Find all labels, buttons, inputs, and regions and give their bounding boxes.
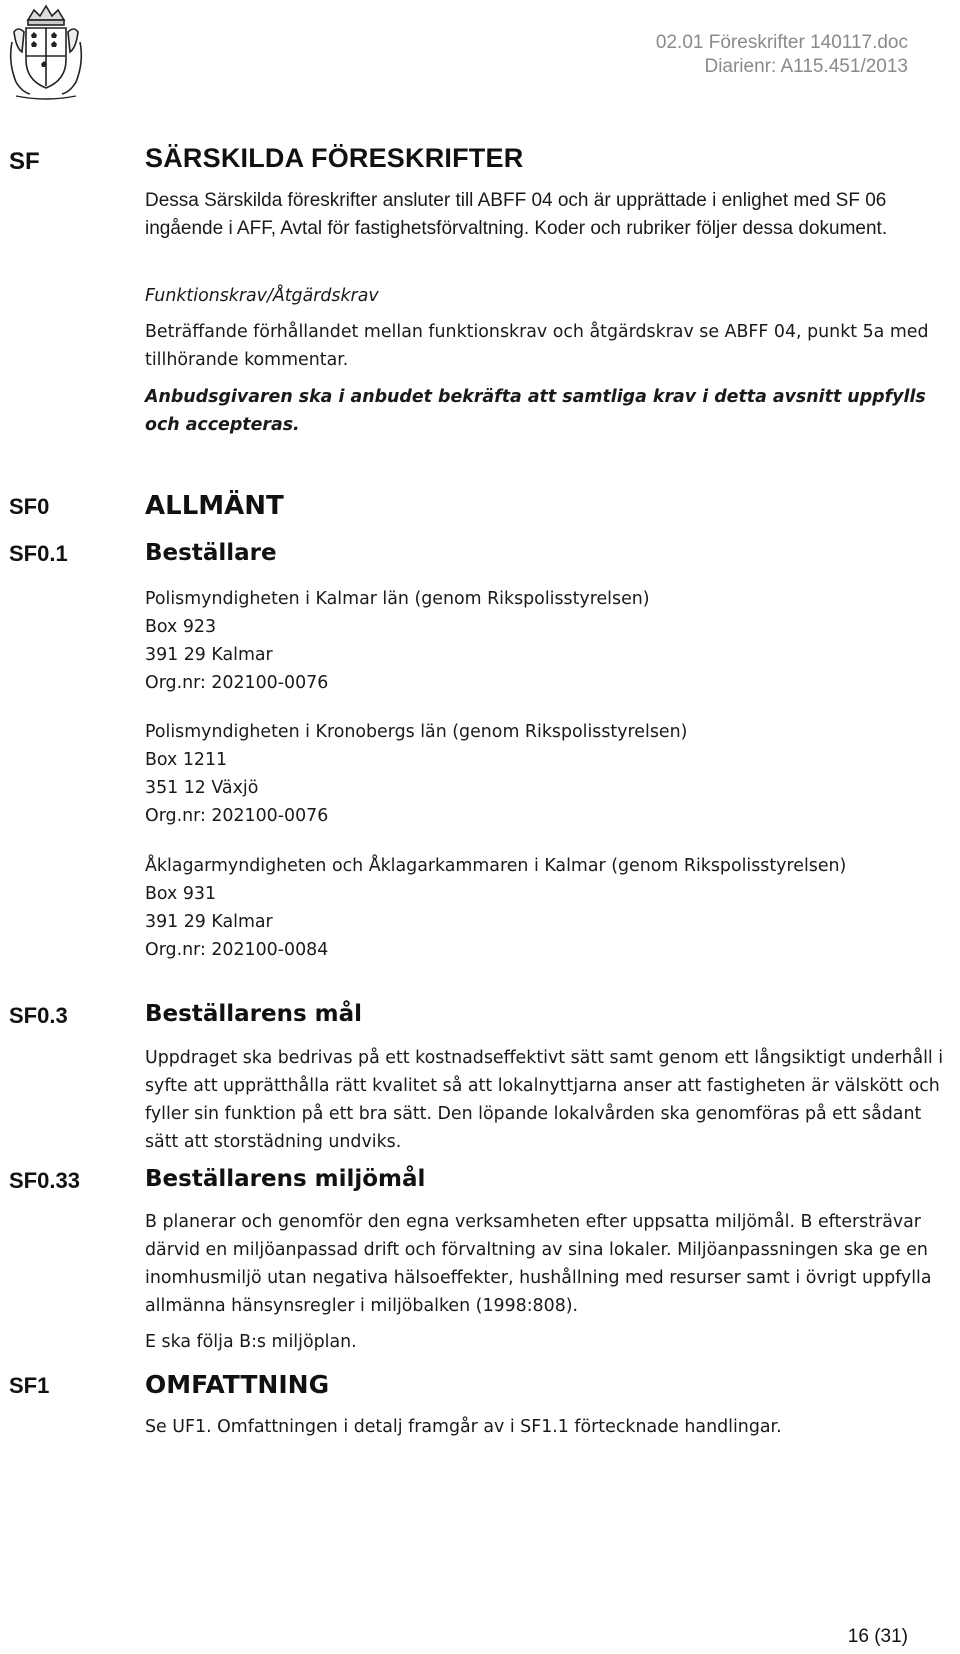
intro-paragraph: Dessa Särskilda föreskrifter ansluter till ABFF 04 och är upprättade i enlighet med SF 06 ingående i AFF, Avtal för fastighetsförvaltning. Koder och rubriker följer dessa dokument.: [145, 190, 888, 239]
sf03-paragraph: Uppdraget ska bedrivas på ett kostnadseffektivt sätt samt genom ett långsiktigt underhåll i syfte att upprätthålla rätt kvalitet så att lokalnyttjarna anser att fastigheten är välskött och fyller sin funktion på ett bra sätt. Den löpande lokalvården ska genomföras på ett sådant sätt att storstädning undviks.: [145, 1048, 944, 1152]
address-city: 351 12 Växjö: [145, 778, 259, 798]
page-number: 16 (31): [847, 1626, 908, 1647]
section-code-sf01: SF0.1: [9, 541, 68, 566]
section-title-sf01: Beställare: [145, 540, 277, 566]
section-title-sf0: ALLMÄNT: [145, 491, 284, 521]
section-title-sf: SÄRSKILDA FÖRESKRIFTER: [145, 143, 524, 173]
address-name: Åklagarmyndigheten och Åklagarkammaren i Kalmar (genom Rikspolisstyrelsen): [145, 856, 847, 876]
sf033-paragraph: B planerar och genomför den egna verksamheten efter uppsatta miljömål. B eftersträvar därvid en miljöanpassad drift och förvaltning av sina lokaler. Miljöanpassningen ska ge en inomhusmiljö utan negativa hälsoeffekter, hushållning med resurser samt i övrigt uppfylla allmänna hänsynsregler i miljöbalken (1998:808).: [145, 1212, 932, 1316]
address-box: Box 1211: [145, 750, 228, 770]
address-city: 391 29 Kalmar: [145, 645, 273, 665]
confirm-paragraph: Anbudsgivaren ska i anbudet bekräfta att samtliga krav i detta avsnitt uppfylls och accepteras.: [145, 387, 926, 435]
address-box: Box 923: [145, 617, 217, 637]
section-code-sf03: SF0.3: [9, 1003, 68, 1028]
address-org: Org.nr: 202100-0084: [145, 940, 329, 960]
address-city: 391 29 Kalmar: [145, 912, 273, 932]
section-code-sf1: SF1: [9, 1373, 50, 1398]
sf1-paragraph: Se UF1. Omfattningen i detalj framgår av i SF1.1 förtecknade handlingar.: [145, 1417, 782, 1437]
section-code-sf0: SF0: [9, 494, 50, 519]
section-title-sf033: Beställarens miljömål: [145, 1166, 426, 1192]
document-filename: 02.01 Föreskrifter 140117.doc: [655, 32, 908, 53]
address-box: Box 931: [145, 884, 217, 904]
relation-paragraph: Beträffande förhållandet mellan funktionskrav och åtgärdskrav se ABFF 04, punkt 5a med tillhörande kommentar.: [145, 322, 929, 370]
address-name: Polismyndigheten i Kalmar län (genom Rikspolisstyrelsen): [145, 589, 650, 609]
section-title-sf1: OMFATTNING: [145, 1370, 330, 1399]
sf033-paragraph-2: E ska följa B:s miljöplan.: [145, 1332, 357, 1352]
section-title-sf03: Beställarens mål: [145, 1001, 363, 1027]
address-name: Polismyndigheten i Kronobergs län (genom Rikspolisstyrelsen): [145, 722, 688, 742]
document-meta: [656, 31, 908, 79]
address-org: Org.nr: 202100-0076: [145, 806, 329, 826]
document-diarienr: Diarienr: A115.451/2013: [704, 56, 908, 77]
address-org: Org.nr: 202100-0076: [145, 673, 329, 693]
address-block-kalmar: [145, 585, 935, 697]
subheading-funktionskrav: Funktionskrav/Åtgärdskrav: [145, 286, 379, 306]
address-block-aklagare: [145, 852, 935, 964]
section-code-sf033: SF0.33: [9, 1168, 80, 1193]
address-block-kronoberg: [145, 718, 935, 830]
section-code-sf: SF: [9, 148, 40, 175]
coat-of-arms-emblem: [6, 2, 86, 102]
